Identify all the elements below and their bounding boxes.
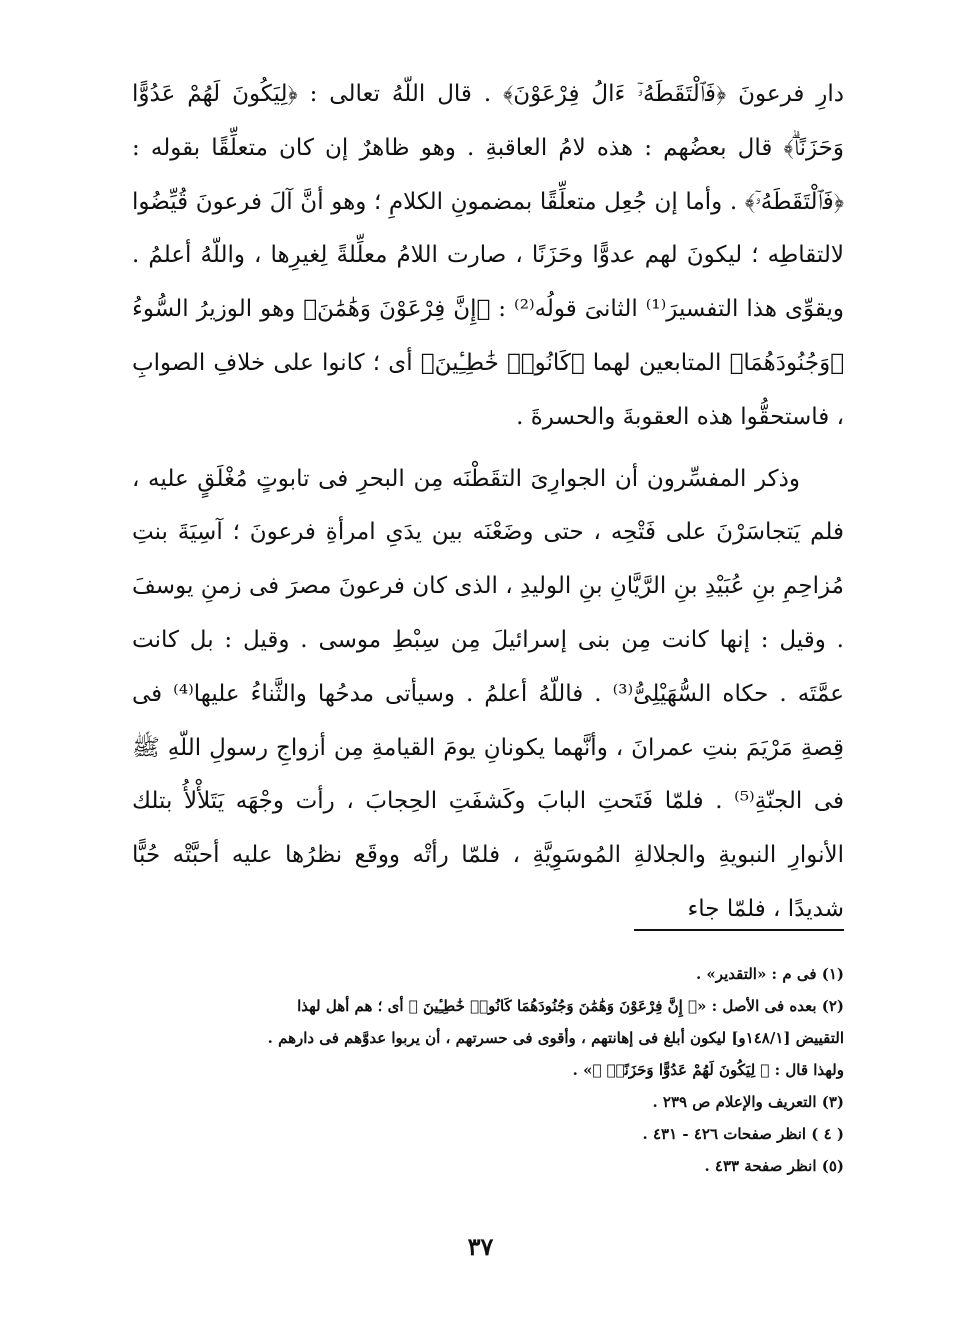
footnote-2-line-2: التقييض [١٤٨/١و] ليكون أبلغ فى إهانتهم ، وأقوى فى حسرتهم ، أن يربوا عدوَّهم فى دارهم . [267,1029,844,1047]
footnote-5: (٥) انظر صفحة ٤٣٣ . [704,1157,844,1175]
page-number: ٣٧ [467,1232,494,1261]
footnote-1: (١) فى م : «التقدير» . [695,965,844,983]
main-text [132,68,844,937]
footnotes [132,958,844,1182]
footnote-4: ( ٤ ) انظر صفحات ٤٢٦ - ٤٣١ . [642,1125,844,1143]
footnote-2-line-3: ولهذا قال : ﴿ لِيَكُونَ لَهُمْ عَدُوًّا وَحَزَنًاۗ ﴾» . [572,1061,844,1079]
footnote-2 [132,990,844,1086]
paragraph-2: وذكر المفسِّرون أن الجوارِىَ التقَطْنَه مِن البحرِ فى تابوتٍ مُغْلَقٍ عليه ، فلم يَتجاسَرْنَ على فَتْحِه ، حتى وضَعْنَه بين يدَىِ امرأةِ فرعونَ ؛ آسِيَةَ بنتِ مُزاحِمِ بنِ عُبَيْدِ بنِ الرَّيَّانِ بنِ الوليدِ ، الذى كان فرعونَ مصرَ فى زمنِ يوسفَ . وقيل : إنها كانت مِن بنى إسرائيلَ مِن سِبْطِ موسى . وقيل : بل كانت عمَّتَه . حكاه السُّهَيْلِىُّ⁽³⁾ . فاللّهُ أعلمُ . وسيأتى مدحُها والثَّناءُ عليها⁽⁴⁾ فى قِصةِ مَرْيَمَ بنتِ عمرانَ ، وأنَّهما يكونانِ يومَ القيامةِ مِن أزواجِ رسولِ اللّهِ ﷺ فى الجنّةِ⁽⁵⁾ . فلمّا فَتَحتِ البابَ وكَشفَتِ الحِجابَ ، رأت وجْهَه يَتَلأْلأُ بتلك الأنوارِ النبويةِ والجلالةِ المُوسَوِيَّةِ ، فلمّا رأتْه ووقَع نظرُها عليه أحبَّتْه حُبًّا شديدًا ، فلمّا جاء [132,465,844,922]
footnote-2-line-1: (٢) بعده فى الأصل : «﴿ إِنَّ فِرْعَوْنَ وَهَٰمَٰنَ وَجُنُودَهُمَا كَانُوا۟ خَٰطِـِٔينَ ﴾ أى ؛ هم أهل لهذا [297,997,844,1015]
footnote-3: (٣) التعريف والإعلام ص ٢٣٩ . [652,1093,844,1111]
footnote-divider [634,929,844,931]
paragraph-1: دارِ فرعونَ ﴿فَٱلْتَقَطَهُۥٓ ءَالُ فِرْعَوْنَ﴾ . قال اللّهُ تعالى : ﴿لِيَكُونَ لَهُمْ عَدُوًّا وَحَزَنًاۗ﴾ قال بعضُهم : هذه لامُ العاقبةِ . وهو ظاهرٌ إن كان متعلِّقًا بقوله : ﴿فَٱلْتَقَطَهُۥٓ﴾ . وأما إن جُعِل متعلِّقًا بمضمونِ الكلامِ ؛ وهو أنَّ آلَ فرعونَ قُيِّضُوا لالتقاطِه ؛ ليكونَ لهم عدوًّا وحَزَنًا ، صارت اللامُ معلِّلةً لِغيرِها ، واللّهُ أعلمُ . ويقوِّى هذا التفسيرَ⁽¹⁾ الثانىَ قولُه⁽²⁾ : ﴿إِنَّ فِرْعَوْنَ وَهَٰمَٰنَ﴾ وهو الوزيرُ السُّوءُ ﴿وَجُنُودَهُمَا﴾ المتابعين لهما ﴿كَانُوا۟ خَٰطِـِٔينَ﴾ أى ؛ كانوا على خلافِ الصوابِ ، فاستحقُّوا هذه العقوبةَ والحسرةَ . [132,81,844,430]
